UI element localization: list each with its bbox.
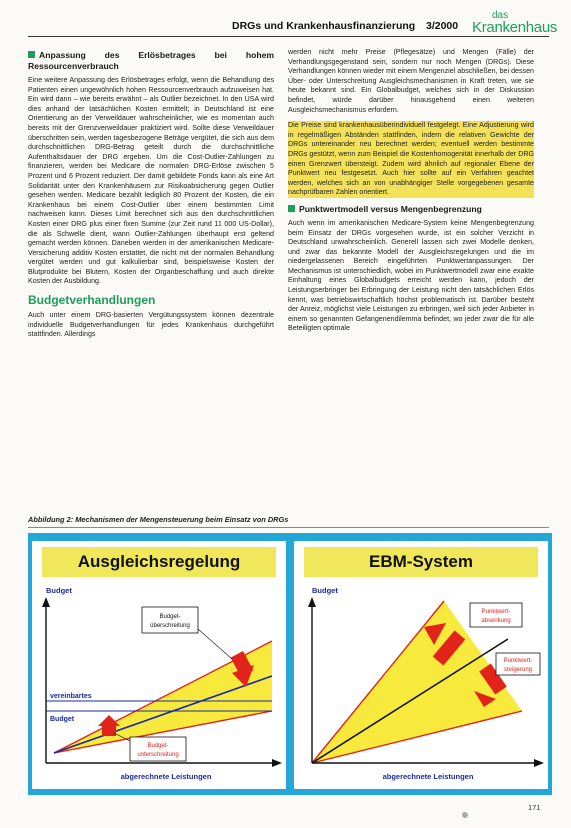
right-column (288, 48, 534, 340)
paragraph-outlier: Eine weitere Anpassung des Erlösbetrages erfolgt, wenn die Behandlung des Patienten einen ungewöhnlich hohen Ressourcenverbrauch aufzuweisen hat. Ein wird dann – wie bereits erwähnt – als Outlier bezeichnet. In den USA wird dies anhand der tatsächlichen Kosten ermittelt; in Deutschland ist eine Orientierung an der Verweildauer wahrscheinlicher, wie es momentan auch bereits mit der Grenzverweildauer praktiziert wird. Sollte diese Verweildauer überschritten sein, werden tagesbezogene Beträge vergütet, die sich aus dem durchschnittlichen DRG-Betrag geteilt durch die durchschnittliche Aufenthaltsdauer der DRG ergeben. Um die Cost-Outlier-Zahlungen zu finanzieren, werden bei Medicare die normalen DRG-Erlöse zwischen 5 Prozent und 6 Prozent reduziert. Der damit gebildete Fonds kann als eine Art Solidarität unter den Krankenhäusern zur Risikoabsicherung gegen Outlier gesehen werden. Medicare bezahlt lediglich 80 Prozent der Kosten, die ein Krankenhaus bei einem Cost-Outlier über einem bestimmten Limit nachweisen kann. Dieses Limit berechnet sich aus den durchschnittlichen Kosten einer DRG plus einer fixen Summe (zur Zeit rund 11 000 US-Dollar), die als Schwelle dient, wann Outlier-Zahlungen überhaupt erst geltend gemacht werden können. Daneben werden in der amerikanischen Medicare-Versicherung additiv Kosten erstattet, die nicht mit der normalen Behandlung vergütet werden und gut kalkulierbar sind, beispielsweise Kosten der Blutprodukte bei Blutern, Kosten der Organbeschaffung und auch direkte Kosten der Ausbildung. (28, 76, 274, 286)
paragraph-preise: Die Preise sind krankenhausüberindividuell festgelegt. Eine Adjustierung wird in regelmäßigen Abständen stattfinden, indem die relativen Gewichte der DRGs untereinander neu berechnet werden; eventuell werden bestimmte DRGs gestützt, wenn zum Beispiel die Kostenhomogenität innerhalb der DRG einen Grenzwert übersteigt. Zudem wird ähnlich auf regionaler Ebene der Punktwert neu festgesetzt. Auch hier sollte auf ein Verfahren geachtet werden, welches sich an von unabhängiger Stelle vorgegebenen gesamte nachprüfbaren Zahlen orientiert. (288, 121, 534, 197)
figure-mengensteuerung (28, 533, 552, 795)
section-heading-budget: Budgetverhandlungen (28, 293, 156, 308)
registration-mark-icon (462, 812, 468, 818)
section-heading-outlier: Anpassung des Erlösbetrages bei hohem Ressourcenverbrauch (28, 50, 274, 71)
page-number: 171 (528, 803, 541, 812)
agreed-label-2: Budget (50, 716, 75, 723)
paragraph-punktwert: Auch wenn im amerikanischen Medicare-System keine Mengenbegrenzung beim Einsatz der DRGs vorgesehen wurde, ist ein solcher Verzicht in Deutschland unwahrscheinlich. Generell lassen sich zwei Modelle denken, und zwar das bekannte Modell der Ausgleichsregelungen und die im niedergelassenen Bereich eingeführten Punktwertanpassungen. Der Mechanismus ist unterschiedlich, wobei im Punktwertmodell zwar eine exakte Einhaltung eines Globalbudgets erreicht werden kann, jedoch der Leistungserbringer bei Erbringung der Leistung nicht den tatsächlichen Erlös kennt, was betriebswirtschaftlich höchst problematisch ist. Darüber besteht der Anreiz, möglichst viele Leistungen zu erbringen, weil sich jeder Anbieter in einem so genannten Gefangenendilemma befindet, wo jeder zwar die für alle Beteiligten optimale (288, 218, 534, 333)
panel-title-left: Ausgleichsregelung (42, 547, 276, 577)
journal-logo (472, 10, 558, 38)
caption-rule (28, 527, 549, 528)
header-issue: 3/2000 (426, 20, 459, 32)
diagram-left (32, 541, 286, 789)
label-top-line2: absenkung (481, 618, 511, 624)
label-bottom-line2: unterschreitung (137, 752, 179, 758)
x-axis-label: abgerechnete Leistungen (382, 772, 474, 781)
y-axis-arrow-icon (42, 597, 50, 607)
figure-caption: Abbildung 2: Mechanismen der Mengensteuerung beim Einsatz von DRGs (28, 515, 289, 524)
running-header (28, 10, 558, 38)
agreed-label: vereinbartes (50, 693, 92, 700)
logo-das: das (492, 10, 509, 21)
paragraph-mengen: werden nicht mehr Preise (Pflegesätze) und Mengen (Fälle) der Verhandlungsgegenstand sein, sondern nur noch Mengen (DRGs). Diese Verhandlungen können wieder mit einem Mengenziel abschließen, bei dessen Über- oder Unterschreitung Ausgleichsmechanismen in Kraft treten, wie sie heute bekannt sind. Ein Globalbudget, welches sich in der Diskussion befindet, würde darüber hinausgehend einen weiteren Ausgleichsmechanismus erfordern. (288, 48, 534, 114)
x-axis-arrow-icon (272, 759, 282, 767)
label-box-top (142, 607, 198, 633)
label-bottom-line1: Punktwert- (503, 658, 533, 664)
bullet-square-icon (28, 51, 35, 58)
label-bottom-line1: Budget- (147, 743, 169, 749)
header-title: DRGs und Krankenhausfinanzierung (232, 20, 416, 32)
header-rule (28, 36, 549, 37)
y-axis-arrow-icon (308, 597, 316, 607)
label-top-line2: überschreitung (150, 623, 190, 629)
diagram-right (294, 541, 548, 789)
y-axis-label: Budget (46, 586, 72, 595)
x-axis-label: abgerechnete Leistungen (120, 772, 212, 781)
label-top-line1: Punktwert- (481, 609, 511, 615)
label-bottom-line2: steigerung (503, 667, 533, 673)
left-column (28, 50, 274, 346)
y-axis-label: Budget (312, 586, 338, 595)
panel-ebm-system (294, 541, 548, 789)
section-heading-punktwert: Punktwertmodell versus Mengenbegrenzung (288, 204, 534, 215)
label-top-line1: Budget- (159, 614, 181, 620)
panel-ausgleichsregelung (32, 541, 286, 789)
logo-main: Krankenhaus (472, 19, 558, 36)
paragraph-budget: Auch unter einem DRG-basierten Vergütungssystem können dezentrale individuelle Budgetverhandlungen für jedes Krankenhaus durchgeführt stattfinden. Allerdings (28, 311, 274, 339)
x-axis-arrow-icon (534, 759, 544, 767)
bullet-square-icon (288, 205, 295, 212)
panel-title-right: EBM-System (304, 547, 538, 577)
